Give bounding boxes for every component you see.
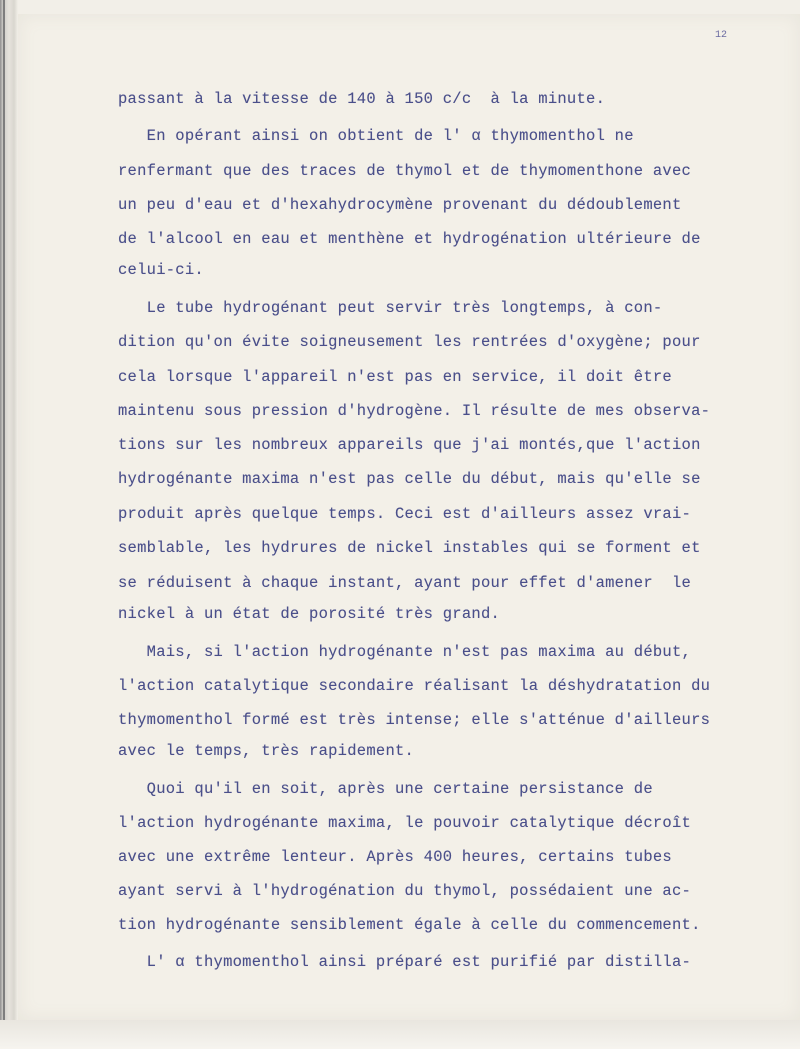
text-line: produit après quelque temps. Ceci est d'ailleurs assez vrai-: [118, 505, 692, 523]
text-line: En opérant ainsi on obtient de l' α thymomenthol ne: [118, 127, 634, 145]
text-line: celui-ci.: [118, 261, 204, 279]
text-line: nickel à un état de porosité très grand.: [118, 605, 501, 623]
text-line: passant à la vitesse de 140 à 150 c/c à la minute.: [118, 90, 606, 108]
text-line: un peu d'eau et d'hexahydrocymène provenant du dédoublement: [118, 196, 682, 214]
text-line: renfermant que des traces de thymol et de thymomenthone avec: [118, 162, 692, 180]
text-line: avec le temps, très rapidement.: [118, 742, 415, 760]
text-line: Le tube hydrogénant peut servir très longtemps, à con-: [118, 299, 663, 317]
text-line: avec une extrême lenteur. Après 400 heures, certains tubes: [118, 848, 672, 866]
text-line: L' α thymomenthol ainsi préparé est purifié par distilla-: [118, 953, 692, 971]
text-line: l'action hydrogénante maxima, le pouvoir catalytique décroît: [118, 814, 692, 832]
text-line: tion hydrogénante sensiblement égale à celle du commencement.: [118, 916, 701, 934]
text-line: de l'alcool en eau et menthène et hydrogénation ultérieure de: [118, 230, 701, 248]
text-line: dition qu'on évite soigneusement les rentrées d'oxygène; pour: [118, 333, 701, 351]
text-line: se réduisent à chaque instant, ayant pour effet d'amener le: [118, 574, 692, 592]
text-line: semblable, les hydrures de nickel instables qui se forment et: [118, 539, 701, 557]
text-line: l'action catalytique secondaire réalisant la déshydratation du: [118, 677, 711, 695]
page-bottom-margin: [0, 1020, 800, 1049]
text-line: Mais, si l'action hydrogénante n'est pas maxima au début,: [118, 643, 692, 661]
text-line: ayant servi à l'hydrogénation du thymol, possédaient une ac-: [118, 882, 692, 900]
text-line: maintenu sous pression d'hydrogène. Il résulte de mes observa-: [118, 402, 711, 420]
text-line: hydrogénante maxima n'est pas celle du début, mais qu'elle se: [118, 470, 701, 488]
text-line: tions sur les nombreux appareils que j'ai montés,que l'action: [118, 436, 701, 454]
binding-edge: [3, 0, 5, 1049]
text-line: cela lorsque l'appareil n'est pas en service, il doit être: [118, 368, 672, 386]
page-number: 12: [715, 30, 728, 41]
text-line: thymomenthol formé est très intense; elle s'atténue d'ailleurs: [118, 711, 711, 729]
text-line: Quoi qu'il en soit, après une certaine persistance de: [118, 780, 653, 798]
